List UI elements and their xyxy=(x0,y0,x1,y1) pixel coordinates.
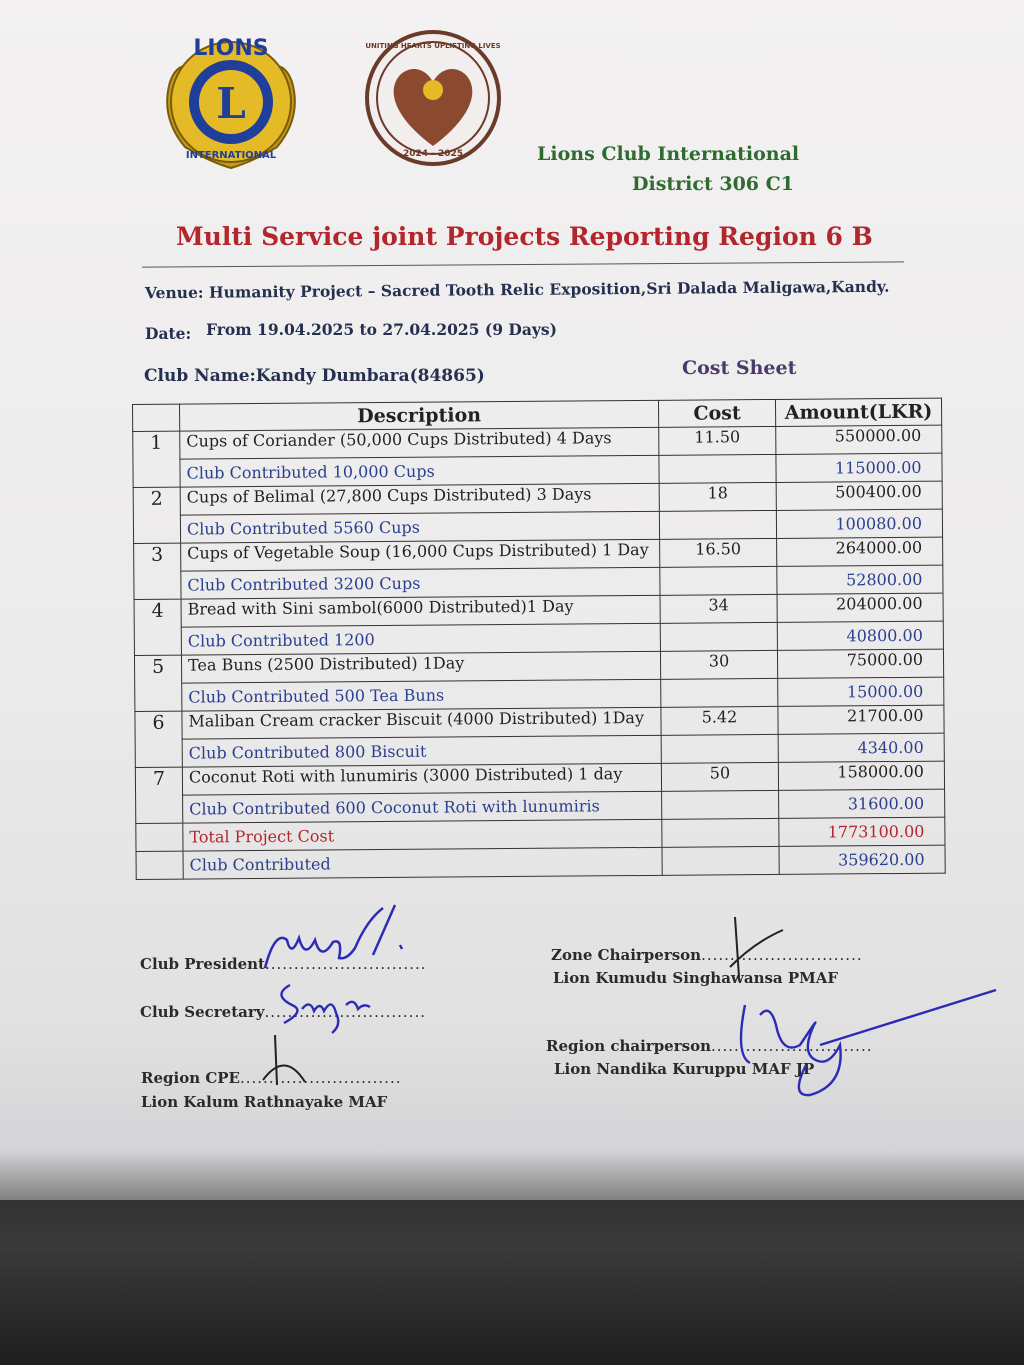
club-total-label: Club Contributed xyxy=(183,847,662,879)
president-signature xyxy=(255,900,415,975)
signature-dots: ............................ xyxy=(710,1037,873,1055)
item-amount: 550000.00 xyxy=(776,425,942,454)
date-value: From 19.04.2025 to 27.04.2025 (9 Days) xyxy=(206,320,557,339)
region-chair-signature xyxy=(730,985,1000,1105)
item-amount: 204000.00 xyxy=(777,593,943,622)
item-amount: 21700.00 xyxy=(778,705,944,734)
item-unit-cost: 11.50 xyxy=(659,426,776,455)
header-amount: Amount(LKR) xyxy=(775,398,941,426)
header-description: Description xyxy=(180,400,659,431)
item-amount: 158000.00 xyxy=(778,761,944,790)
signature-dots: ............................ xyxy=(265,955,427,973)
item-unit-cost: 50 xyxy=(661,762,778,791)
club-contribution-desc: Club Contributed 10,000 Cups xyxy=(180,455,659,487)
total-amount: 1773100.00 xyxy=(779,817,945,846)
club-total-row xyxy=(136,845,945,879)
zone-chair-label: Zone Chairperson xyxy=(551,946,702,964)
item-number: 2 xyxy=(133,487,180,543)
item-description: Cups of Vegetable Soup (16,000 Cups Distributed) 1 Day xyxy=(181,539,660,571)
service-year-emblem xyxy=(355,28,511,168)
club-contribution-amount: 31600.00 xyxy=(779,789,945,818)
club-contribution-desc: Club Contributed 1200 xyxy=(181,623,660,655)
lions-international-logo xyxy=(150,22,312,172)
club-total-amount: 359620.00 xyxy=(779,845,945,874)
item-amount: 264000.00 xyxy=(777,537,943,566)
zone-chair-line xyxy=(551,946,863,964)
item-description: Tea Buns (2500 Distributed) 1Day xyxy=(181,651,660,683)
district-name: District 306 C1 xyxy=(632,173,794,195)
item-unit-cost: 18 xyxy=(659,482,776,511)
club-contribution-amount: 52800.00 xyxy=(777,565,943,594)
signature-dots: ............................ xyxy=(701,946,863,964)
region-cpe-signature xyxy=(255,1030,315,1090)
club-secretary-label: Club Secretary xyxy=(140,1003,265,1021)
zone-chair-signature xyxy=(725,912,805,982)
item-number: 7 xyxy=(135,767,182,823)
item-description: Cups of Coriander (50,000 Cups Distributed) 4 Days xyxy=(180,427,659,459)
club-contribution-desc: Club Contributed 800 Biscuit xyxy=(182,735,661,767)
logo-letter: L xyxy=(216,79,246,128)
emblem-years: 2024 - 2025 xyxy=(402,149,464,159)
signature-dots: ............................ xyxy=(264,1003,426,1021)
item-amount: 500400.00 xyxy=(776,481,942,510)
region-chair-name: Lion Nandika Kuruppu MAF JP xyxy=(554,1060,815,1078)
item-amount: 75000.00 xyxy=(777,649,943,678)
date-label: Date: xyxy=(145,324,192,343)
item-description: Maliban Cream cracker Biscuit (4000 Distributed) 1Day xyxy=(182,707,661,739)
cost-sheet-label: Cost Sheet xyxy=(682,357,797,379)
header-no xyxy=(133,404,180,431)
table-body xyxy=(133,425,945,879)
organization-name: Lions Club International xyxy=(537,143,800,165)
total-label: Total Project Cost xyxy=(183,819,662,851)
club-contribution-amount: 40800.00 xyxy=(777,621,943,650)
item-unit-cost: 34 xyxy=(660,594,777,623)
item-number: 4 xyxy=(134,599,181,655)
secretary-signature xyxy=(262,975,392,1035)
club-contribution-amount: 4340.00 xyxy=(778,733,944,762)
item-description: Cups of Belimal (27,800 Cups Distributed) 3 Days xyxy=(180,483,659,515)
item-description: Coconut Roti with lunumiris (3000 Distributed) 1 day xyxy=(182,763,661,795)
report-title: Multi Service joint Projects Reporting Region 6 B xyxy=(176,222,873,251)
venue-line: Venue: Humanity Project – Sacred Tooth Relic Exposition,Sri Dalada Maligawa,Kandy. xyxy=(144,276,890,303)
club-name: Club Name:Kandy Dumbara(84865) xyxy=(144,366,485,386)
item-unit-cost: 5.42 xyxy=(661,706,778,735)
item-description: Bread with Sini sambol(6000 Distributed)1 Day xyxy=(181,595,660,627)
cost-table xyxy=(132,398,946,880)
region-cpe-name: Lion Kalum Rathnayake MAF xyxy=(141,1093,388,1111)
item-unit-cost: 16.50 xyxy=(660,538,777,567)
club-contribution-desc: Club Contributed 3200 Cups xyxy=(181,567,660,599)
item-number: 5 xyxy=(134,655,181,711)
signature-dots: ............................ xyxy=(239,1069,402,1087)
item-unit-cost: 30 xyxy=(660,650,777,679)
item-number: 6 xyxy=(135,711,182,767)
club-contribution-desc: Club Contributed 5560 Cups xyxy=(180,511,659,543)
region-cpe-label: Region CPE xyxy=(141,1069,240,1087)
club-contribution-amount: 115000.00 xyxy=(776,453,942,482)
title-divider xyxy=(142,261,904,267)
item-number: 1 xyxy=(133,431,180,487)
club-contribution-amount: 100080.00 xyxy=(776,509,942,538)
region-chair-label: Region chairperson xyxy=(546,1037,711,1055)
zone-chair-name: Lion Kumudu Singhawansa PMAF xyxy=(553,969,839,987)
header-cost: Cost xyxy=(658,399,775,427)
club-contribution-desc: Club Contributed 600 Coconut Roti with lunumiris xyxy=(183,791,662,823)
club-president-label: Club President xyxy=(140,955,265,973)
logo-subtext: INTERNATIONAL xyxy=(185,150,277,161)
club-contribution-desc: Club Contributed 500 Tea Buns xyxy=(182,679,661,711)
photo-shadow xyxy=(0,1150,1024,1365)
club-contribution-amount: 15000.00 xyxy=(778,677,944,706)
item-number: 3 xyxy=(134,543,181,599)
logo-text: LIONS xyxy=(193,36,269,61)
emblem-motto: UNITING HEARTS UPLIFTING LIVES xyxy=(365,42,501,50)
